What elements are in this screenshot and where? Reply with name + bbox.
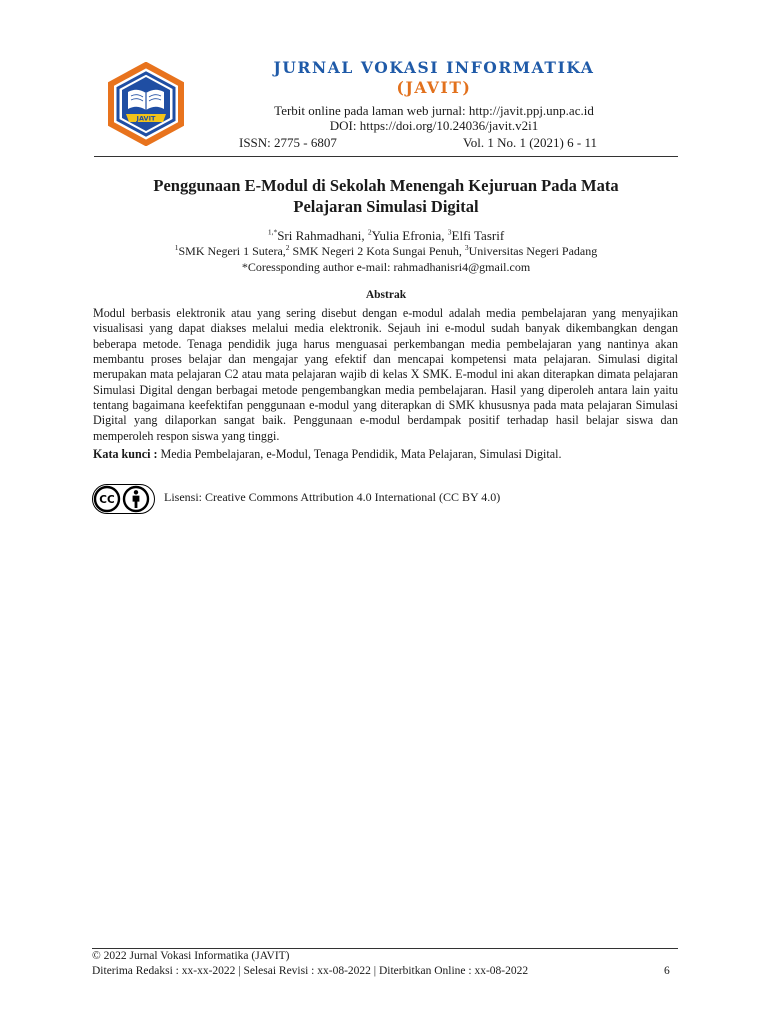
affiliation-name: Universitas Negeri Padang [468,244,598,258]
author-name: Sri Rahmadhani, [277,228,368,243]
author-list [94,228,678,244]
keywords-label: Kata kunci : [93,447,158,461]
author-name: Elfi Tasrif [451,228,505,243]
journal-abbreviation: (JAVIT) [396,78,472,97]
license-text: Lisensi: Creative Commons Attribution 4.0 International (CC BY 4.0) [164,490,501,504]
header-divider [94,156,678,157]
article-title-line-1: Penggunaan E-Modul di Sekolah Menengah Kejuruan Pada Mata [153,176,619,195]
article-title [94,175,678,217]
article-title-line-2: Pelajaran Simulasi Digital [293,197,479,216]
footer-copyright: © 2022 Jurnal Vokasi Informatika (JAVIT) [92,950,290,962]
footer-dates: Diterima Redaksi : xx-xx-2022 | Selesai Revisi : xx-08-2022 | Diterbitkan Online : xx-08-2022 [92,965,529,977]
affiliation-sup: 1 [174,243,179,252]
cc-icon-text: CC [99,494,115,506]
journal-name: JURNAL VOKASI INFORMATIKA [273,58,595,77]
affiliation-sup: 2 [285,243,290,252]
page-number: 6 [664,965,670,977]
corresponding-author: *Coressponding author e-mail: rahmadhanisri4@gmail.com [241,260,531,274]
author-sup: 2 [367,227,372,237]
attribution-person-icon [124,487,148,511]
volume-info: Vol. 1 No. 1 (2021) 6 - 11 [463,135,597,150]
abstract-heading: Abstrak [365,289,407,301]
author-sup: 1,* [267,227,278,237]
affiliation-name: SMK Negeri 1 Sutera, [178,244,286,258]
doi-link[interactable]: DOI: https://doi.org/10.24036/javit.v2i1 [329,118,539,133]
journal-logo [106,62,186,146]
author-sup: 3 [447,227,452,237]
abstract-text: Modul berbasis elektronik atau yang sering disebut dengan e-modul adalah media pembelajaran yang menyajikan visualisasi yang dapat diakses melalui media elektronik. Sejauh ini e-modul sudah banyak dikembangkan dengan beberapa metode. Tenaga pendidik juga harus menguasai perkembangan media pembelajaran yang nantinya akan membantu proses belajar dan mengajar yang efektif dan mencapai kompetensi mata pelajaran. Simulasi digital merupakan mata pelajaran C2 atau mata pelajaran wajib di kelas X SMK. E-modul ini akan diterapkan dimata pelajaran Simulasi Digital dengan berbagai metode pengembangkan media pembelajaran. Hasil yang diperoleh antara lain yaitu tentang bagaimana keefektifan penggunaan e-modul yang diterapkan di SMK khususnya pada mata pelajaran Simulasi Digital yang dilaporkan sangat baik. Penggunaan e-modul berdampak positif terhadap hasil belajar siswa dan memperoleh respon siswa yang tinggi. [93,306,678,443]
logo-label: JAVIT [136,114,156,123]
issn: ISSN: 2775 - 6807 [239,135,337,150]
affiliation-name: SMK Negeri 2 Kota Sungai Penuh, [289,244,465,258]
published-online-url[interactable]: Terbit online pada laman web jurnal: http://javit.ppj.unp.ac.id [274,103,594,118]
affiliation-sup: 3 [464,243,469,252]
footer-divider [92,948,678,949]
affiliation-list [94,244,678,259]
author-name: Yulia Efronia, [371,228,448,243]
keywords [93,447,678,462]
cc-by-badge[interactable] [92,484,155,514]
cc-icon [95,487,119,511]
keywords-list: Media Pembelajaran, e-Modul, Tenaga Pendidik, Mata Pelajaran, Simulasi Digital. [157,447,562,461]
